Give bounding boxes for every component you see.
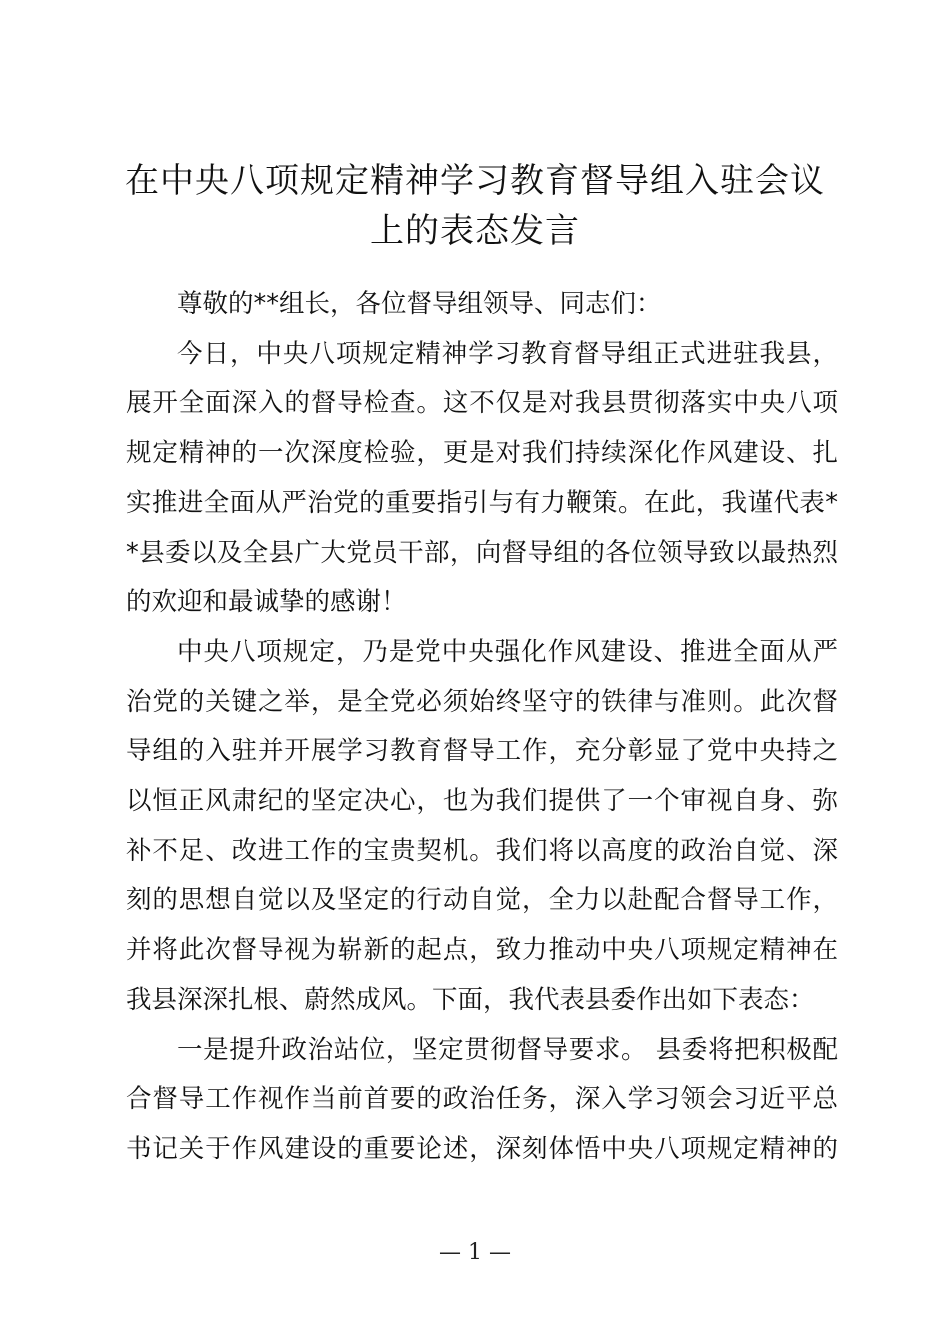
document-body	[126, 280, 838, 1175]
text-line: 的欢迎和最诚挚的感谢！	[126, 587, 407, 618]
text-line: 刻的思想自觉以及坚定的行动自觉，全力以赴配合督导工作，	[126, 885, 838, 916]
text-line: 规定精神的一次深度检验，更是对我们持续深化作风建设、扎	[126, 438, 838, 469]
text-line: 以恒正风肃纪的坚定决心，也为我们提供了一个审视自身、弥	[126, 786, 838, 817]
document-title	[100, 156, 850, 256]
paragraph-point-one	[126, 1026, 838, 1175]
text-line: 一是提升政治站位，坚定贯彻督导要求。 县委将把积极配	[177, 1034, 838, 1065]
text-line: 并将此次督导视为崭新的起点，致力推动中央八项规定精神在	[126, 935, 838, 966]
text-line: 补不足、改进工作的宝贵契机。我们将以高度的政治自觉、深	[126, 835, 838, 866]
paragraph-regulations	[126, 628, 838, 1026]
salutation-paragraph	[126, 280, 838, 330]
text-line: 我县深深扎根、蔚然成风。下面，我代表县委作出如下表态：	[126, 984, 815, 1015]
text-line: 今日，中央八项规定精神学习教育督导组正式进驻我县，	[177, 338, 838, 369]
text-line: *县委以及全县广大党员干部，向督导组的各位领导致以最热烈	[126, 537, 838, 568]
text-line: 治党的关键之举，是全党必须始终坚守的铁律与准则。此次督	[126, 686, 838, 717]
text-line: 合督导工作视作当前首要的政治任务，深入学习领会习近平总	[126, 1084, 838, 1115]
text-line: 书记关于作风建设的重要论述，深刻体悟中央八项规定精神的	[126, 1133, 838, 1164]
text-line: 实推进全面从严治党的重要指引与有力鞭策。在此，我谨代表*	[126, 487, 838, 518]
text-line: 中央八项规定，乃是党中央强化作风建设、推进全面从严	[177, 636, 838, 667]
text-line: 展开全面深入的督导检查。这不仅是对我县贯彻落实中央八项	[126, 388, 838, 419]
title-line-2: 上的表态发言	[370, 211, 580, 251]
page-number: — 1 —	[439, 1240, 511, 1265]
text-line: 尊敬的**组长，各位督导组领导、同志们：	[177, 289, 662, 319]
title-line-1: 在中央八项规定精神学习教育督导组入驻会议	[125, 161, 825, 201]
text-line: 导组的入驻并开展学习教育督导工作，充分彰显了党中央持之	[126, 736, 838, 767]
paragraph-welcome	[126, 330, 838, 628]
